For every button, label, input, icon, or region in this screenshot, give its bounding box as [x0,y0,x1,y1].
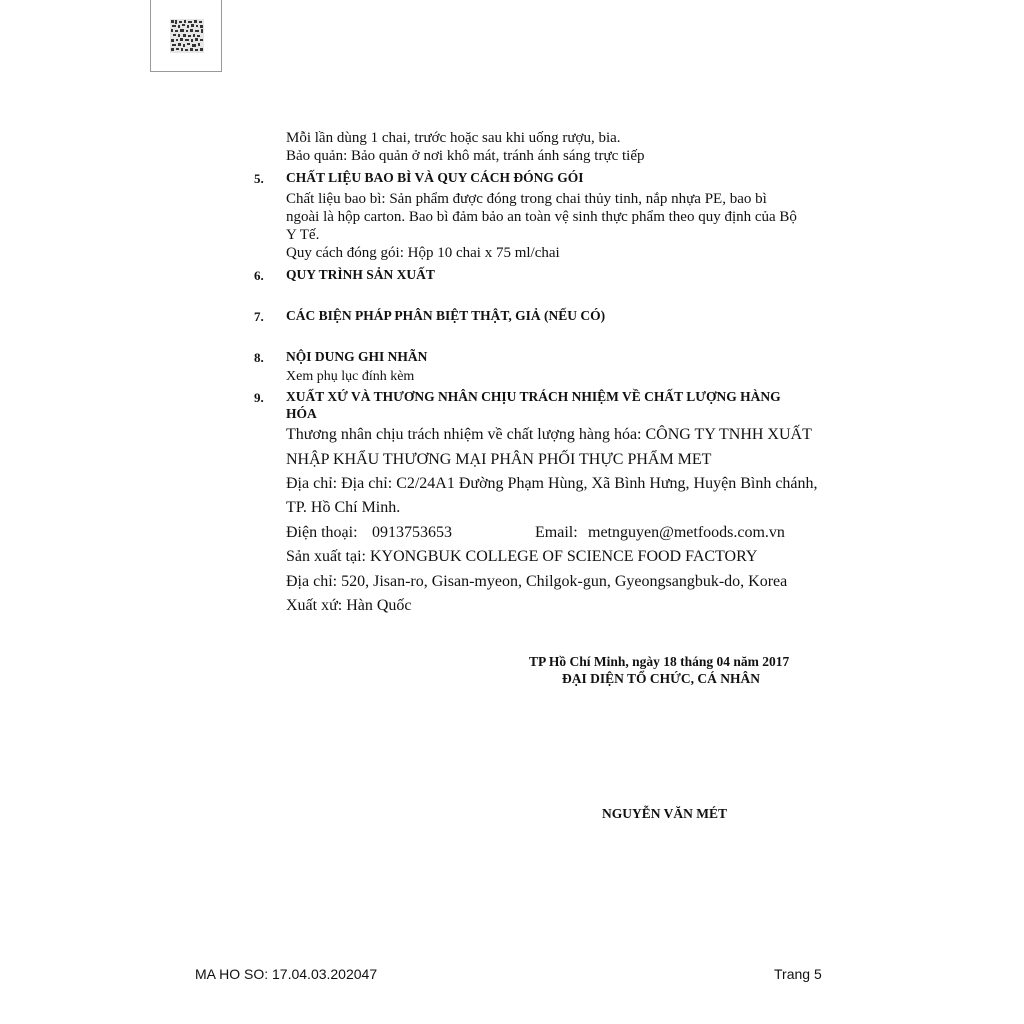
phone-label: Điện thoại: [286,524,358,541]
section-number: 7. [254,309,264,324]
paragraph-line: Xuất xứ: Hàn Quốc [286,597,412,614]
paragraph-line: TP. Hồ Chí Minh. [286,499,401,516]
paragraph-line: Quy cách đóng gói: Hộp 10 chai x 75 ml/chai [286,245,560,261]
section-heading: CHẤT LIỆU BAO BÌ VÀ QUY CÁCH ĐÓNG GÓI [286,170,584,185]
section-number: 5. [254,171,264,186]
section-heading: NỘI DUNG GHI NHÃN [286,349,428,364]
signature-date-line: TP Hồ Chí Minh, ngày 18 tháng 04 năm 2017 [529,654,790,669]
dossier-code: MA HO SO: 17.04.03.202047 [195,966,378,982]
section-heading: CÁC BIỆN PHÁP PHÂN BIỆT THẬT, GIẢ (NẾU CÓ) [286,308,606,323]
qr-code-frame [150,0,222,72]
instruction-line: Mỗi lần dùng 1 chai, trước hoặc sau khi uống rượu, bia. [286,130,621,146]
paragraph-line: Địa chỉ: Địa chỉ: C2/24A1 Đường Phạm Hùng, Xã Bình Hưng, Huyện Bình chánh, [286,475,818,492]
qr-code-icon [170,19,204,53]
paragraph-line: Địa chỉ: 520, Jisan-ro, Gisan-myeon, Chilgok-gun, Gyeongsangbuk-do, Korea [286,573,788,590]
section-heading: XUẤT XỨ VÀ THƯƠNG NHÂN CHỊU TRÁCH NHIỆM VỀ CHẤT LƯỢNG HÀNG [286,389,781,404]
signature-name: NGUYỄN VĂN MÉT [602,806,728,821]
email-label: Email: [535,524,578,541]
section-heading: QUY TRÌNH SẢN XUẤT [286,267,435,282]
section-number: 8. [254,350,264,365]
paragraph-line: Y Tế. [286,227,320,243]
storage-line: Bảo quản: Bảo quản ở nơi khô mát, tránh ánh sáng trực tiếp [286,148,645,164]
paragraph-line: Thương nhân chịu trách nhiệm về chất lượng hàng hóa: CÔNG TY TNHH XUẤT [286,426,812,443]
signature-representative: ĐẠI DIỆN TỔ CHỨC, CÁ NHÂN [562,671,761,686]
email-value: metnguyen@metfoods.com.vn [588,524,785,541]
section-number: 6. [254,268,264,283]
paragraph-line: Chất liệu bao bì: Sản phẩm được đóng trong chai thủy tinh, nắp nhựa PE, bao bì [286,191,767,207]
section-number: 9. [254,390,264,405]
paragraph-line: Xem phụ lục đính kèm [286,369,415,384]
paragraph-line: NHẬP KHẨU THƯƠNG MẠI PHÂN PHỐI THỰC PHẨM MET [286,451,712,468]
section-heading-continued: HÓA [286,406,317,421]
page-number: Trang 5 [774,966,822,982]
paragraph-line: ngoài là hộp carton. Bao bì đảm bảo an toàn vệ sinh thực phẩm theo quy định của Bộ [286,209,797,225]
phone-value: 0913753653 [372,524,452,541]
paragraph-line: Sản xuất tại: KYONGBUK COLLEGE OF SCIENCE FOOD FACTORY [286,548,758,565]
